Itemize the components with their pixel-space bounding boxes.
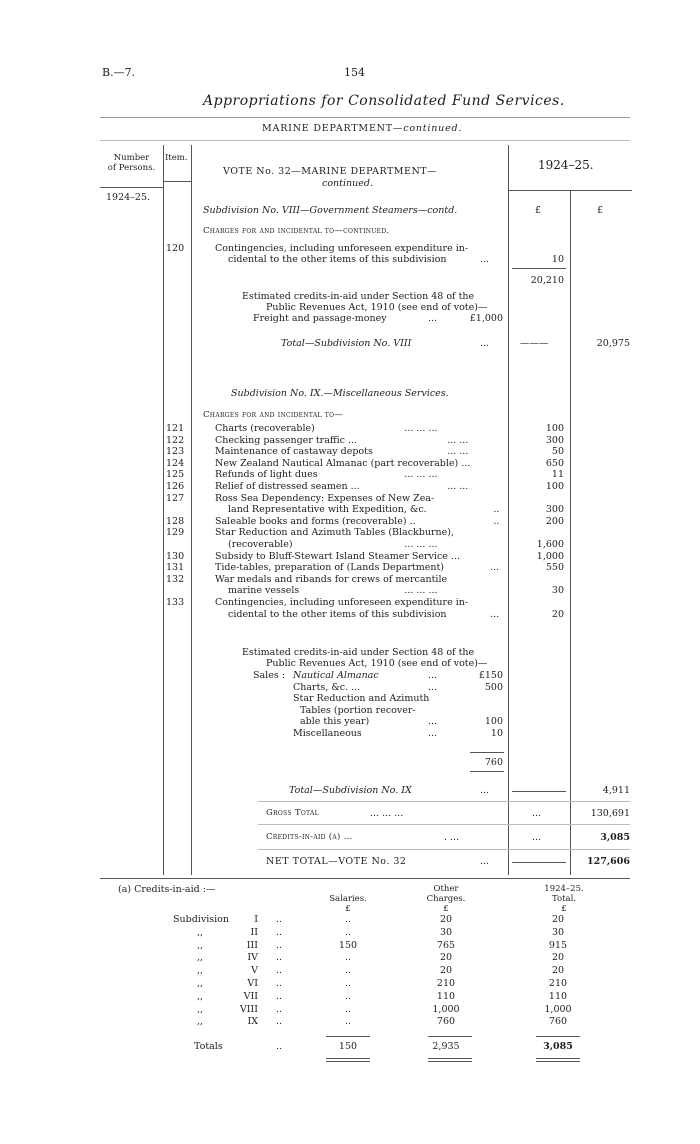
credits-row-subdivision: II xyxy=(250,926,258,938)
sub8-item-number: 120 xyxy=(166,243,185,254)
credits-pound-salaries: £ xyxy=(345,904,351,914)
sub9-item-number: 127 xyxy=(166,492,185,504)
sub9-item-dots: ... ... xyxy=(447,481,469,492)
sub9-item-text: land Representative with Expedition, &c. xyxy=(228,504,427,516)
sub9-sales-label: Sales : xyxy=(253,670,285,681)
credits-col-total-1: 1924–25. xyxy=(544,884,584,894)
gross-total-mid: ... xyxy=(532,808,542,819)
sub9-item-number: 121 xyxy=(166,423,185,434)
sub9-item-number: 129 xyxy=(166,527,185,539)
credits-col-other-1: Other xyxy=(433,884,459,894)
sub9-item-number: 122 xyxy=(166,434,185,446)
sub9-item-text: War medals and ribands for crews of mercantile xyxy=(215,573,448,585)
credits-in-aid-mid: ... xyxy=(532,832,542,843)
credits-totals-total: 3,085 xyxy=(543,1041,573,1052)
sub9-sales-text: Star Reduction and Azimuth xyxy=(293,693,430,705)
sub8-total-dots: ... xyxy=(480,338,490,349)
credits-row-dots: .. xyxy=(276,926,283,938)
credits-row-dots: .. xyxy=(276,952,283,964)
credits-row-ditto: ,, xyxy=(197,939,204,951)
sub9-item-number: 123 xyxy=(166,446,185,458)
sub9-total-dots: ... xyxy=(480,785,490,796)
credits-row-subdivision: VI xyxy=(247,978,258,989)
sub8-total-dash: ——— xyxy=(520,338,549,349)
sub8-contingencies-value: 10 xyxy=(551,254,564,265)
sub9-item-dots: ... ... ... xyxy=(404,539,438,550)
credits-row-other: 110 xyxy=(436,990,456,1002)
credits-row-ditto: ,, xyxy=(197,926,204,938)
credits-totals-dots: .. xyxy=(276,1041,283,1052)
sub9-item-dots: ... ... ... xyxy=(404,585,438,597)
sub9-item-number: 132 xyxy=(166,573,185,585)
credits-row-ditto: ,, xyxy=(197,952,204,964)
sub9-sales-value: 100 xyxy=(484,716,503,728)
credits-title: (a) Credits-in-aid :— xyxy=(118,884,216,895)
pound-col2: £ xyxy=(597,205,604,216)
header-year-left: 1924–25. xyxy=(106,192,151,203)
credits-row-total: 210 xyxy=(548,978,568,989)
sub9-sales-text: able this year) xyxy=(300,716,370,728)
sub8-est-line1: Estimated credits-in-aid under Section 48 of the xyxy=(242,291,475,302)
credits-row-other: 1,000 xyxy=(432,1003,460,1015)
header-persons-2: of Persons. xyxy=(107,163,156,173)
sub9-item-text: New Zealand Nautical Almanac (part recoverable) ... xyxy=(215,457,471,469)
credits-row-dots: .. xyxy=(276,965,283,977)
credits-row-salaries: .. xyxy=(344,926,352,938)
sub9-total-value: 4,911 xyxy=(602,785,630,796)
sub9-item-value: 200 xyxy=(545,515,564,527)
department-name: MARINE DEPARTMENT— xyxy=(262,123,404,134)
sub9-item-text: Star Reduction and Azimuth Tables (Blackburne), xyxy=(215,527,455,539)
credits-row-total: 110 xyxy=(548,990,568,1002)
credits-row-other: 20 xyxy=(439,952,453,964)
credits-row-salaries: .. xyxy=(344,990,352,1002)
sub8-heading: Subdivision No. VIII—Government Steamers—contd. xyxy=(203,205,458,216)
gross-total-dots: ... ... ... xyxy=(370,808,404,819)
sub9-item-value: 550 xyxy=(545,562,564,574)
sub9-item-dots: ... ... xyxy=(447,446,469,458)
sub9-item-text: (recoverable) xyxy=(228,539,293,550)
credits-row-total: 760 xyxy=(548,1016,568,1028)
net-total-label: NET TOTAL—VOTE No. 32 xyxy=(266,856,407,867)
credits-row-salaries: .. xyxy=(344,1003,352,1015)
credits-row-ditto: ,, xyxy=(197,1003,204,1015)
sub8-sum-value: 20,210 xyxy=(530,275,564,286)
sub8-contingencies-line2: cidental to the other items of this subdivision xyxy=(228,254,447,265)
credits-row-salaries: .. xyxy=(344,952,352,964)
sub9-item-value: 30 xyxy=(551,585,564,597)
credits-subdivision-label: Subdivision xyxy=(173,914,229,925)
sub8-est-dots: ... xyxy=(428,313,438,324)
sub9-item-text: Checking passenger traffic ... xyxy=(215,434,358,446)
sub9-item-dots: .. xyxy=(493,515,500,527)
sub9-item-text: Refunds of light dues xyxy=(215,469,318,481)
sub8-est-line3: Freight and passage-money xyxy=(253,313,387,324)
sub9-item-text: Tide-tables, preparation of (Lands Department) xyxy=(215,562,444,574)
credits-row-ditto: ,, xyxy=(197,1016,204,1028)
header-item: Item. xyxy=(165,153,188,163)
sub9-sales-value: 500 xyxy=(484,681,503,693)
credits-totals-other: 2,935 xyxy=(432,1041,460,1052)
sub9-item-number: 126 xyxy=(166,481,185,492)
credits-row-subdivision: IX xyxy=(247,1016,258,1028)
credits-row-salaries: .. xyxy=(344,978,352,989)
sub9-sales-dots: ... xyxy=(428,716,438,728)
credits-row-other: 760 xyxy=(436,1016,456,1028)
sub9-item-text: Contingencies, including unforeseen expenditure in- xyxy=(215,597,469,608)
sub9-sales-dots: ... xyxy=(428,728,438,739)
credits-pound-other: £ xyxy=(443,904,449,914)
gross-total-value: 130,691 xyxy=(590,808,630,819)
sub9-heading: Subdivision No. IX.—Miscellaneous Services. xyxy=(231,388,449,399)
credits-row-total: 30 xyxy=(551,926,565,938)
department-cont: continued. xyxy=(403,123,463,134)
sub9-item-dots: ... xyxy=(490,562,500,574)
sub9-total-label: Total—Subdivision No. IX xyxy=(289,785,412,796)
vote-title: VOTE No. 32—MARINE DEPARTMENT— xyxy=(223,166,438,177)
credits-in-aid-dots: . ... xyxy=(444,832,460,843)
sub9-sales-total: 760 xyxy=(484,757,503,768)
sub9-item-text: Relief of distressed seamen ... xyxy=(215,481,360,492)
credits-row-total: 915 xyxy=(548,939,568,951)
sub9-item-dots: ... ... ... xyxy=(404,423,438,434)
gross-total-label: Gross Total xyxy=(266,808,319,818)
vote-cont: continued. xyxy=(322,178,373,189)
sub9-sales-text: Nautical Almanac xyxy=(293,670,379,681)
sub9-item-value: 300 xyxy=(545,434,564,446)
credits-row-other: 210 xyxy=(436,978,456,989)
credits-col-total-2: Total. xyxy=(551,894,577,904)
sub9-item-value: 11 xyxy=(551,469,564,481)
credits-row-subdivision: VII xyxy=(243,990,258,1002)
credits-row-subdivision: III xyxy=(246,939,258,951)
sub9-item-text: Saleable books and forms (recoverable) .. xyxy=(215,515,416,527)
sub9-item-text: marine vessels xyxy=(228,585,300,597)
sub9-item-text: Ross Sea Dependency: Expenses of New Zea- xyxy=(215,492,435,504)
credits-row-ditto: ,, xyxy=(197,965,204,977)
sub9-item-number: 125 xyxy=(166,469,185,481)
credits-col-salaries: Salaries. xyxy=(329,894,367,904)
sub9-item-value: 1,600 xyxy=(536,539,564,550)
sub9-item-value: 100 xyxy=(545,481,564,492)
credits-totals-label: Totals xyxy=(194,1041,223,1052)
credits-row-salaries: .. xyxy=(344,914,352,925)
pound-col1: £ xyxy=(535,205,542,216)
credits-row-total: 20 xyxy=(551,965,565,977)
sub9-item-value: 50 xyxy=(551,446,564,458)
sub9-sales-value: 10 xyxy=(490,728,503,739)
page-number: 154 xyxy=(344,66,365,79)
sub9-charges-heading: Charges for and incidental to— xyxy=(203,410,344,420)
sub9-item-value: 20 xyxy=(551,608,564,620)
credits-row-ditto: ,, xyxy=(197,990,204,1002)
header-persons-1: Number xyxy=(113,153,150,163)
sub8-contingencies-line1: Contingencies, including unforeseen expenditure in- xyxy=(215,243,469,254)
credits-row-dots: .. xyxy=(276,1016,283,1028)
credits-row-subdivision: I xyxy=(254,914,258,925)
sub9-item-number: 131 xyxy=(166,562,185,574)
credits-row-dots: .. xyxy=(276,914,283,925)
credits-row-total: 1,000 xyxy=(544,1003,572,1015)
sub9-item-number: 133 xyxy=(166,597,185,608)
sub8-charges-heading: Charges for and incidental to—continued. xyxy=(203,226,390,236)
credits-row-subdivision: V xyxy=(251,965,258,977)
sub9-sales-dots: ... xyxy=(428,681,438,693)
sub9-item-text: Charts (recoverable) xyxy=(215,423,315,434)
sub9-item-dots: ... xyxy=(490,608,500,620)
credits-row-salaries: .. xyxy=(344,965,352,977)
sub9-item-text: Maintenance of castaway depots xyxy=(215,446,373,458)
sub9-sales-text: Miscellaneous xyxy=(293,728,362,739)
sub9-sales-text: Charts, &c. ... xyxy=(293,681,361,693)
credits-row-subdivision: IV xyxy=(247,952,258,964)
credits-row-dots: .. xyxy=(276,978,283,989)
sub9-item-text: cidental to the other items of this subdivision xyxy=(228,608,447,620)
credits-row-other: 20 xyxy=(439,965,453,977)
sub9-item-dots: ... ... xyxy=(447,434,469,446)
sub9-item-text: Subsidy to Bluff-Stewart Island Steamer Service ... xyxy=(215,550,460,562)
credits-pound-total: £ xyxy=(561,904,567,914)
credits-row-ditto: ,, xyxy=(197,978,204,989)
credits-row-other: 30 xyxy=(439,926,453,938)
credits-row-dots: .. xyxy=(276,1003,283,1015)
sub9-item-value: 1,000 xyxy=(536,550,564,562)
credits-row-total: 20 xyxy=(551,952,565,964)
credits-row-other: 20 xyxy=(439,914,453,925)
credits-row-dots: .. xyxy=(276,990,283,1002)
header-year: 1924–25. xyxy=(538,158,594,172)
sub9-sales-dots: ... xyxy=(428,670,438,681)
credits-in-aid-value: 3,085 xyxy=(600,832,630,843)
net-total-dots: ... xyxy=(480,856,490,867)
sub8-total-label: Total—Subdivision No. VIII xyxy=(281,338,412,349)
net-total-value: 127,606 xyxy=(587,856,630,867)
sub9-item-value: 100 xyxy=(545,423,564,434)
sub8-est-line2: Public Revenues Act, 1910 (see end of vote)— xyxy=(266,302,488,313)
sub8-total-value: 20,975 xyxy=(596,338,630,349)
credits-totals-salaries: 150 xyxy=(338,1041,358,1052)
credits-row-subdivision: VIII xyxy=(239,1003,258,1015)
credits-row-salaries: .. xyxy=(344,1016,352,1028)
sub8-contingencies-dots: ... xyxy=(480,254,490,265)
sub9-sales-text: Tables (portion recover- xyxy=(300,704,416,716)
credits-col-other-2: Charges. xyxy=(426,894,466,904)
sub9-sales-value: £150 xyxy=(478,670,503,681)
sub9-item-value: 300 xyxy=(545,504,564,516)
sub9-item-dots: ... ... ... xyxy=(404,469,438,481)
department-subtitle xyxy=(262,123,462,134)
credits-row-dots: .. xyxy=(276,939,283,951)
credits-row-other: 765 xyxy=(436,939,456,951)
sub8-est-value: £1,000 xyxy=(469,313,503,324)
credits-row-salaries: 150 xyxy=(338,939,358,951)
sub9-item-dots: .. xyxy=(493,504,500,516)
page-title: Appropriations for Consolidated Fund Services. xyxy=(203,93,565,109)
sub9-item-number: 124 xyxy=(166,457,185,469)
sub9-est-line1: Estimated credits-in-aid under Section 48 of the xyxy=(242,647,475,658)
credits-in-aid-label: Credits-in-aid (a) ... xyxy=(266,832,353,842)
page-ref: B.—7. xyxy=(102,66,136,79)
sub9-est-line2: Public Revenues Act, 1910 (see end of vote)— xyxy=(266,658,488,669)
sub9-item-number: 128 xyxy=(166,515,185,527)
credits-row-total: 20 xyxy=(551,914,565,925)
sub9-item-value: 650 xyxy=(545,457,564,469)
sub9-item-number: 130 xyxy=(166,550,185,562)
